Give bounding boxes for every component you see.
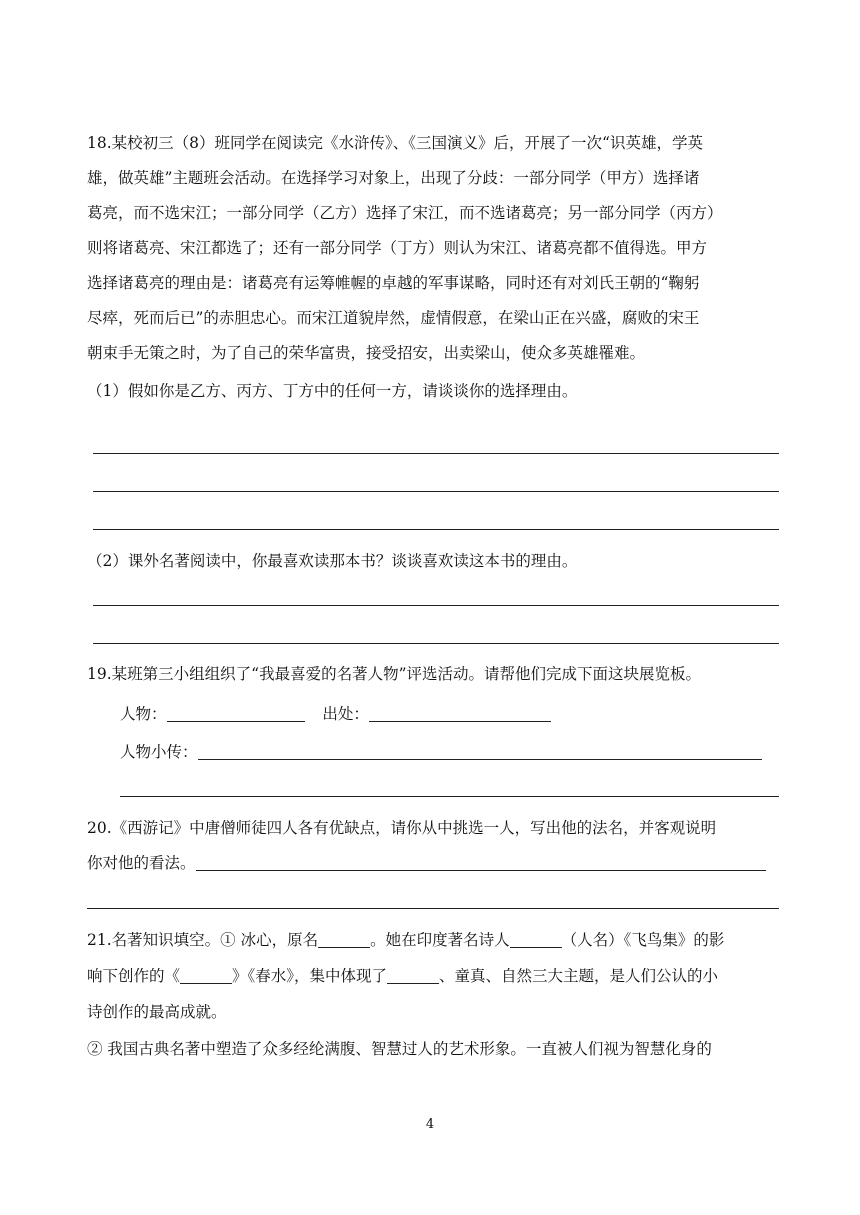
q19-person-row — [120, 704, 551, 724]
answer-line[interactable] — [93, 643, 779, 644]
q21-line-1 — [87, 930, 724, 950]
q20-line-2-text: 你对他的看法。 — [87, 854, 196, 872]
q21-text: 。她在印度著名诗人 — [370, 931, 510, 949]
q21-line-3: 诗创作的最高成就。 — [87, 1003, 227, 1021]
bio-label: 人物小传： — [120, 743, 198, 761]
q20-line-1: 20.《西游记》中唐僧师徒四人各有优缺点，请你从中挑选一人，写出他的法名，并客观说明 — [87, 819, 717, 837]
q18-line-2: 雄，做英雄”主题班会活动。在选择学习对象上，出现了分歧：一部分同学（甲方）选择诸 — [87, 169, 700, 187]
q18-line-6: 尽瘁，死而后已”的赤胆忠心。而宋江道貌岸然，虚情假意，在梁山正在兴盛，腐败的宋王 — [87, 309, 700, 327]
answer-line[interactable] — [93, 605, 779, 606]
q21-text: 》《春水》，集中体现了 — [232, 967, 388, 985]
q21-line-4: ② 我国古典名著中塑造了众多经纶满腹、智慧过人的艺术形象。一直被人们视为智慧化身的 — [87, 1040, 712, 1058]
answer-line[interactable] — [120, 796, 779, 797]
q18-line-4: 则将诸葛亮、宋江都选了；还有一部分同学（丁方）则认为宋江、诸葛亮都不值得选。甲方 — [87, 239, 708, 257]
q21-blank-book[interactable] — [180, 967, 232, 984]
q18-line-5: 选择诸葛亮的理由是：诸葛亮有运筹帷幄的卓越的军事谋略，同时还有对刘氏王朝的“鞠躬 — [87, 274, 700, 292]
source-blank[interactable] — [369, 705, 551, 722]
source-label: 出处： — [322, 705, 369, 723]
q20-line-2 — [87, 853, 766, 873]
q19-bio-row — [120, 742, 762, 762]
page-number: 4 — [425, 1117, 435, 1132]
q21-line-2 — [87, 966, 718, 986]
q20-answer-blank[interactable] — [196, 854, 766, 871]
answer-line[interactable] — [93, 453, 779, 454]
q18-sub1: （1）假如你是乙方、丙方、丁方中的任何一方，请谈谈你的选择理由。 — [87, 382, 578, 400]
q19-line: 19.某班第三小组组织了“我最喜爱的名著人物”评选活动。请帮他们完成下面这块展览板。 — [87, 665, 702, 683]
q21-text: 响下创作的《 — [87, 967, 181, 985]
q21-blank-name[interactable] — [318, 931, 370, 948]
q18-line-7: 朝束手无策之时，为了自己的荣华富贵，接受招安，出卖梁山，使众多英雄罹难。 — [87, 344, 646, 362]
answer-line[interactable] — [93, 491, 779, 492]
q21-blank-theme[interactable] — [387, 967, 439, 984]
person-label: 人物： — [120, 705, 167, 723]
person-blank[interactable] — [167, 705, 305, 722]
q21-text: 、童真、自然三大主题，是人们公认的小 — [439, 967, 719, 985]
bio-blank[interactable] — [198, 743, 762, 760]
q21-text: （人名）《飞鸟集》的影 — [561, 931, 725, 949]
q18-line-1: 18.某校初三（8）班同学在阅读完《水浒传》、《三国演义》后，开展了一次“识英雄，学英 — [87, 134, 703, 152]
answer-line[interactable] — [93, 529, 779, 530]
q21-text: 21.名著知识填空。① 冰心，原名 — [87, 931, 319, 949]
q18-line-3: 葛亮，而不选宋江；一部分同学（乙方）选择了宋江，而不选诸葛亮；另一部分同学（丙方） — [87, 204, 723, 222]
answer-line[interactable] — [87, 908, 779, 909]
q21-blank-poet[interactable] — [510, 931, 562, 948]
q18-sub2: （2）课外名著阅读中，你最喜欢读那本书？谈谈喜欢读这本书的理由。 — [87, 552, 578, 570]
